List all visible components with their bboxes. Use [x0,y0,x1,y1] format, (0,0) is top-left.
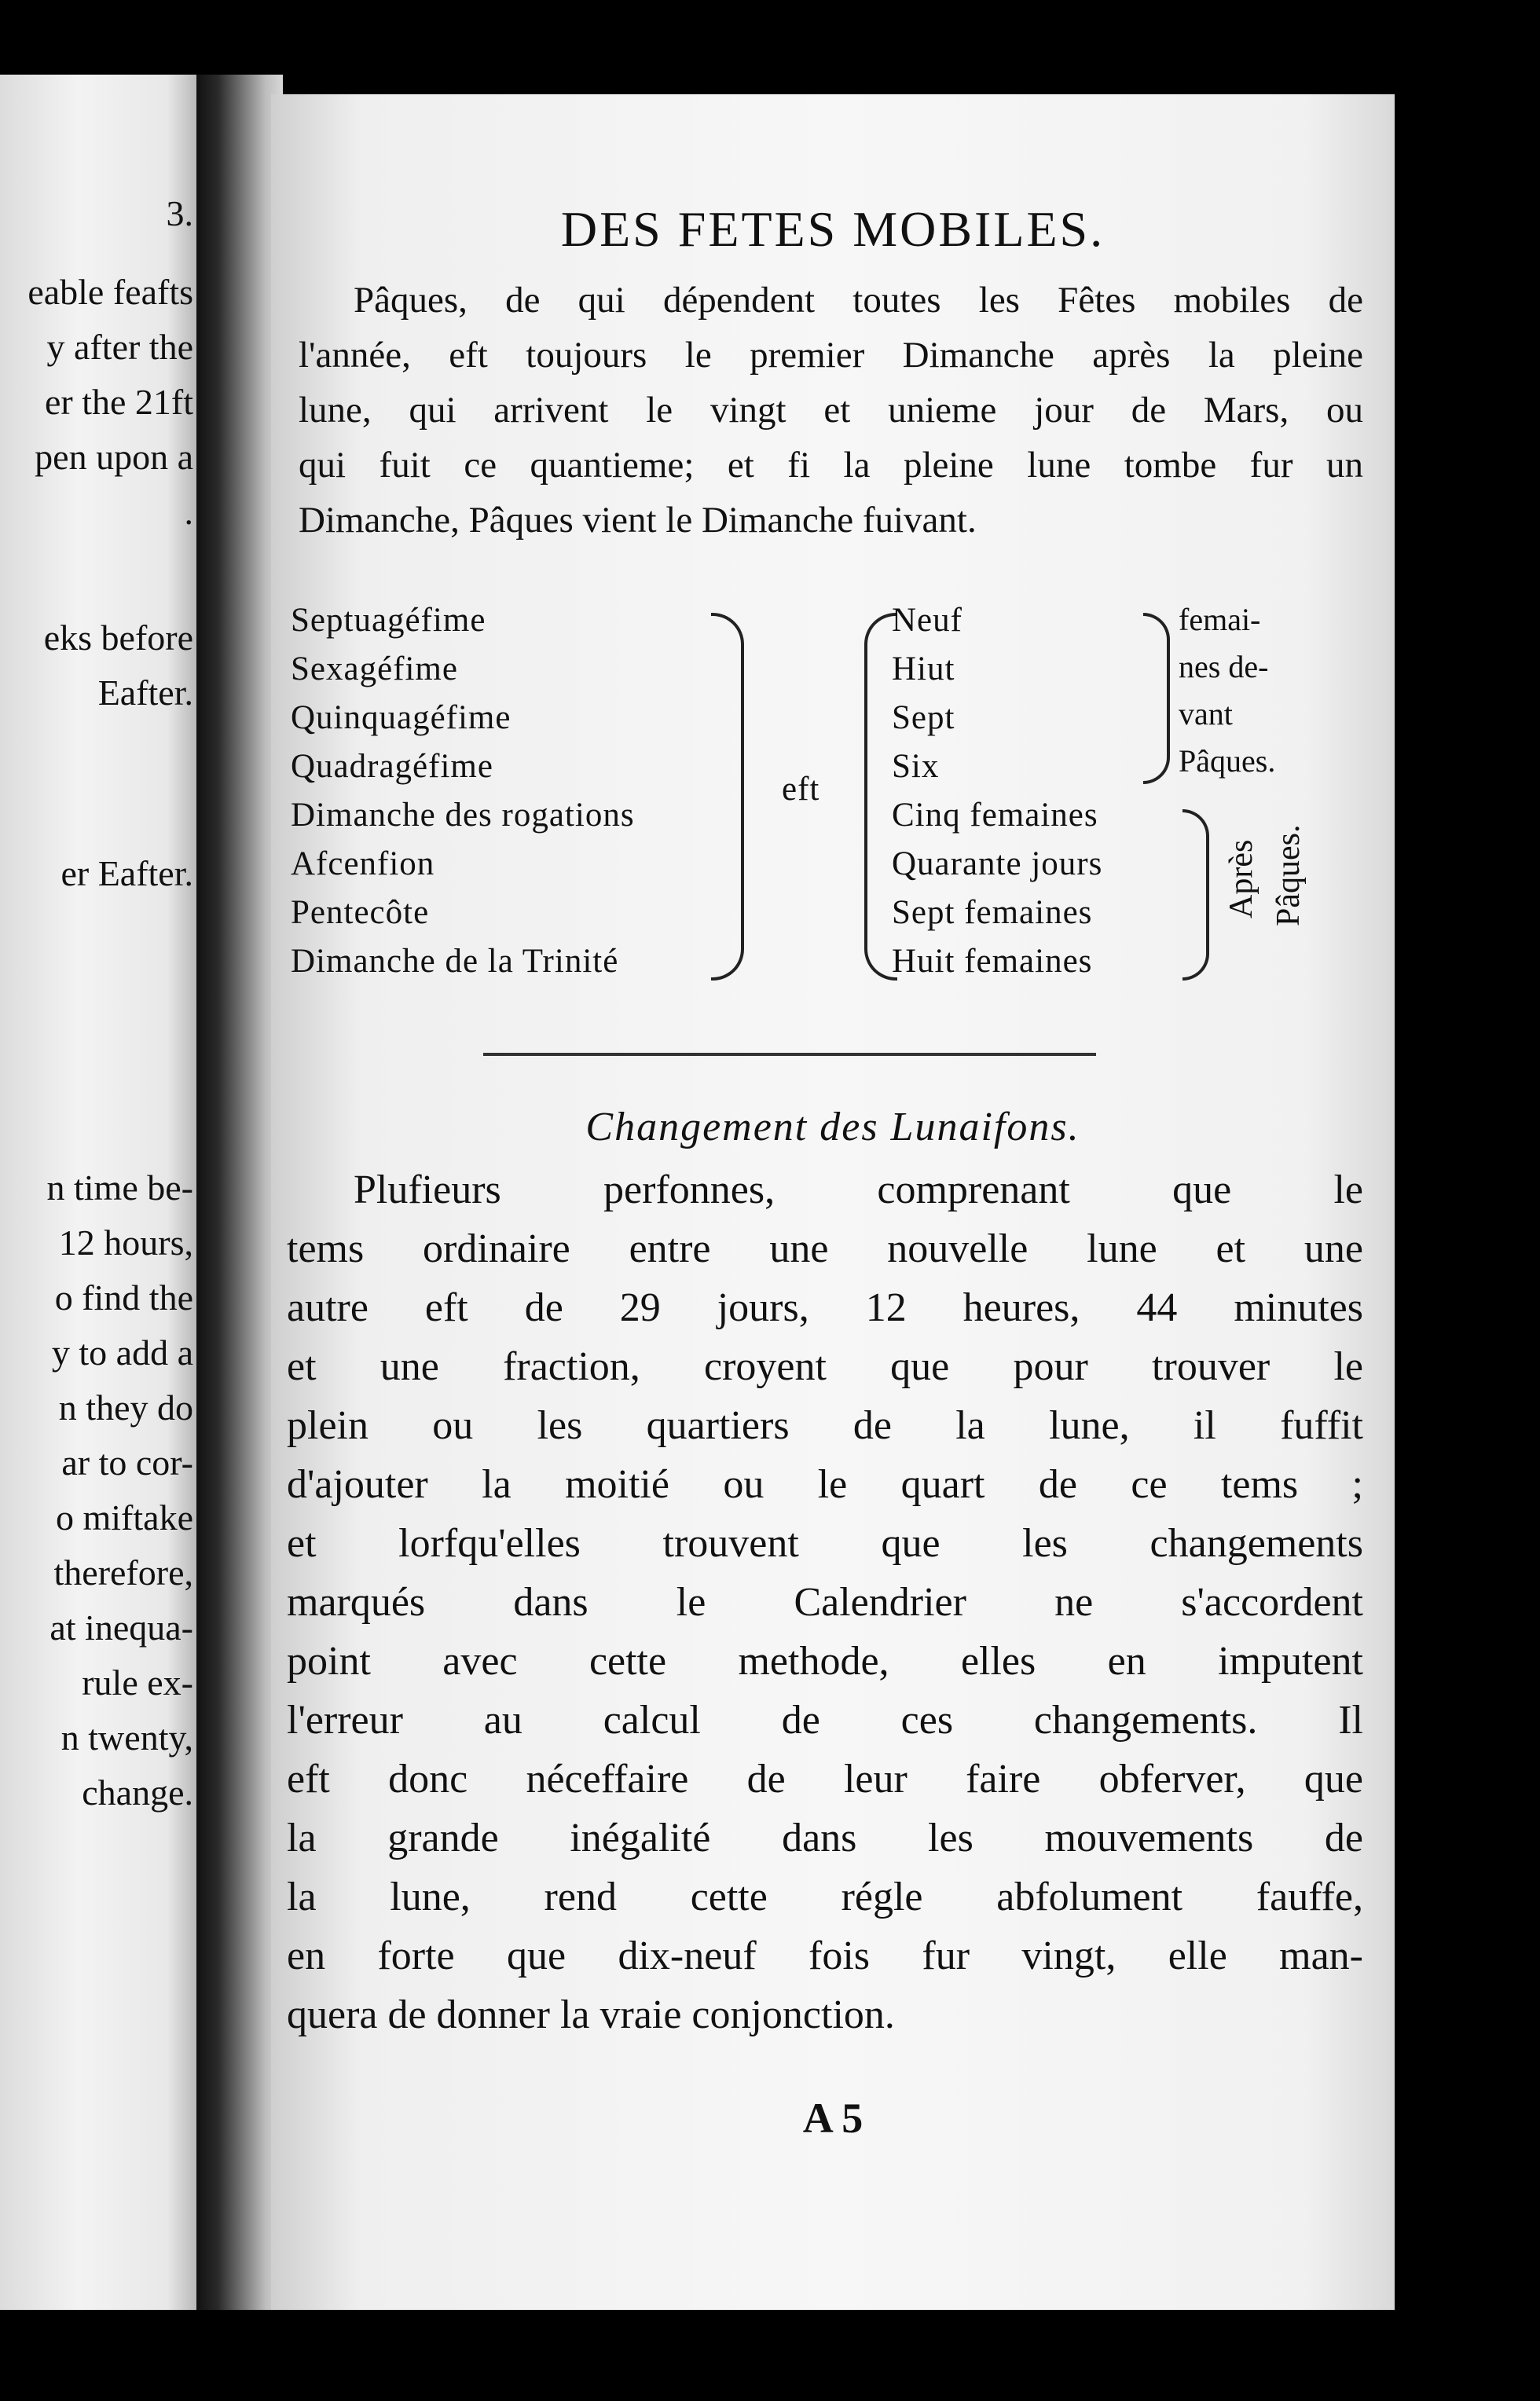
left-page-line: rule ex- [82,1662,193,1703]
left-page [0,75,196,2310]
feast-name: Quadragéfime [291,748,493,785]
after-easter-label: Après [1223,839,1260,918]
body-line: point avec cette methode, elles en imputent [287,1639,1363,1684]
section-divider [483,1053,1096,1056]
before-easter-label: nes de- [1179,649,1269,684]
left-page-line: at inequa- [50,1607,193,1648]
page-heading: DES FETES MOBILES. [560,201,1106,257]
body-line: et une fraction, croyent que pour trouver le [287,1344,1363,1389]
body-line: la lune, rend cette régle abfolument fauffe, [287,1875,1363,1919]
body-line: Plufieurs perfonnes, comprenant que le [354,1168,1363,1212]
body-line: marqués dans le Calendrier ne s'accordent [287,1580,1363,1625]
feast-name: Afcenfion [291,845,435,882]
left-page-line: o miftake [56,1497,193,1538]
left-page-line: er Eafter. [60,853,193,893]
right-page [271,94,1395,2310]
body-line: d'ajouter la moitié ou le quart de ce tems ; [287,1462,1363,1507]
after-easter-label: Pâques. [1270,824,1307,926]
body-line: l'erreur au calcul de ces changements. Il [287,1698,1363,1743]
book-gutter [196,75,283,2310]
body-line: quera de donner la vraie conjonction. [287,1992,895,2037]
count-label: Cinq femaines [892,797,1098,834]
left-page-line: n they do [58,1387,193,1428]
count-label: Huit femaines [892,943,1093,980]
left-page-line: er the 21ft [44,382,193,422]
feast-name: Quinquagéfime [291,699,512,736]
before-easter-label: femai- [1179,602,1261,637]
intro-line: Pâques, de qui dépendent toutes les Fêtes mobiles de [354,280,1363,321]
feast-name: Dimanche de la Trinité [291,943,619,980]
feast-name: Septuagéfime [291,602,486,639]
intro-line: qui fuit ce quantieme; et fi la pleine lune tombe fur un [299,445,1363,486]
count-label: Neuf [892,602,962,639]
left-page-line: . [184,492,193,532]
count-label: Sept [892,699,955,736]
count-label: Hiut [892,651,955,687]
section-title: Changement des Lunaifons. [585,1105,1080,1149]
left-page-line: eable feafts [28,272,193,312]
body-line: tems ordinaire entre une nouvelle lune et une [287,1226,1363,1271]
before-brace [1143,613,1170,784]
intro-line: lune, qui arrivent le vingt et unieme jour de Mars, ou [299,390,1363,431]
body-line: plein ou les quartiers de la lune, il fuffit [287,1403,1363,1448]
after-brace [1182,809,1209,981]
body-line: eft donc néceffaire de leur faire obferver, que [287,1757,1363,1802]
left-page-line: therefore, [53,1552,193,1593]
left-page-line: o find the [54,1277,193,1318]
left-page-line: change. [82,1772,193,1813]
before-easter-label: Pâques. [1179,743,1276,779]
body-line: autre eft de 29 jours, 12 heures, 44 minutes [287,1285,1363,1330]
before-easter-label: vant [1179,696,1233,731]
left-page-line: n time be- [46,1168,193,1208]
left-page-line: y to add a [51,1332,193,1373]
left-page-line: ar to cor- [61,1442,193,1483]
count-label: Quarante jours [892,845,1103,882]
feast-name: Sexagéfime [291,651,458,687]
signature-mark: A 5 [802,2095,864,2142]
left-page-line: 12 hours, [58,1222,193,1263]
body-line: la grande inégalité dans les mouvements de [287,1816,1363,1860]
intro-line: l'année, eft toujours le premier Dimanche après la pleine [299,335,1363,376]
left-page-line: pen upon a [35,437,193,477]
left-page-line: 3. [166,193,193,233]
est-label: eft [782,771,820,808]
feast-name: Pentecôte [291,894,430,931]
left-page-line: eks before [43,618,193,658]
right-brace [711,613,744,981]
left-page-line: n twenty, [60,1717,193,1758]
body-line: en forte que dix-neuf fois fur vingt, elle man- [287,1934,1363,1978]
feast-name: Dimanche des rogations [291,797,635,834]
count-label: Sept femaines [892,894,1093,931]
left-page-line: y after the [46,327,193,367]
count-label: Six [892,748,940,785]
left-page-line: Eafter. [97,673,193,713]
body-line: et lorfqu'elles trouvent que les changements [287,1521,1363,1566]
intro-line: Dimanche, Pâques vient le Dimanche fuivant. [299,500,977,541]
